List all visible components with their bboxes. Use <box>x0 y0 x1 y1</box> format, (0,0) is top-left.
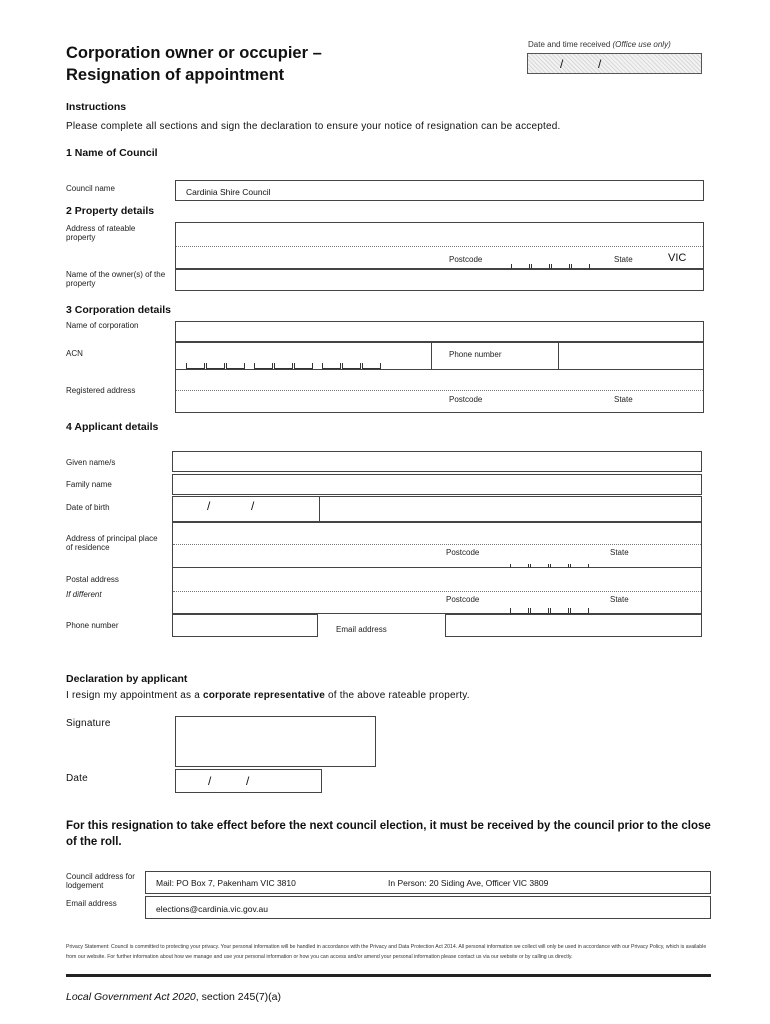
given-name-label: Given name/s <box>66 458 116 467</box>
in-person-address: In Person: 20 Siding Ave, Officer VIC 3809 <box>388 878 549 888</box>
lodgement-email[interactable]: elections@cardinia.vic.gov.au <box>156 904 268 914</box>
divider <box>173 591 701 592</box>
applicant-email-field[interactable] <box>445 614 702 637</box>
declaration-date-label: Date <box>66 773 88 784</box>
applicant-phone-field[interactable] <box>172 614 318 637</box>
corporation-name-label: Name of corporation <box>66 321 139 330</box>
owner-name-field[interactable] <box>175 269 704 291</box>
divider <box>176 390 703 391</box>
family-name-field[interactable] <box>172 474 702 495</box>
divider <box>176 246 703 247</box>
postal-address-note: If different <box>66 590 102 599</box>
owner-name-label: Name of the owner(s) of the property <box>66 270 166 288</box>
instructions-text: Please complete all sections and sign the declaration to ensure your notice of resignation can be accepted. <box>66 121 561 132</box>
declaration-heading: Declaration by applicant <box>66 673 188 685</box>
email-label: Email address <box>336 625 387 634</box>
privacy-statement: Privacy Statement: Council is committed to protecting your privacy. Your personal information will be handled in accordance with the Privacy and Data Protection Act 2014. All personal information we collect will only be used in accordance with our Privacy Policy, which is available from our website. For further information about how we manage and use your personal information or how you can access and/or amend your personal information please contact us via our website or by calling us directly. <box>66 944 707 960</box>
principal-address-field[interactable]: Postcode State <box>172 522 702 568</box>
section3-heading: 3 Corporation details <box>66 304 172 316</box>
acn-phone-row: Phone number <box>175 342 704 370</box>
dob-row <box>172 496 702 522</box>
postal-address-label: Postal address <box>66 575 119 584</box>
section1-heading: 1 Name of Council <box>66 147 158 159</box>
dob-field[interactable]: / / <box>207 499 255 513</box>
divider <box>319 497 320 521</box>
postal-address-field[interactable]: Postcode State <box>172 568 702 614</box>
office-use-label: Date and time received (Office use only) <box>528 40 671 49</box>
principal-address-label: Address of principal place of residence <box>66 534 158 552</box>
registered-address-field[interactable]: Postcode State <box>175 370 704 413</box>
rateable-address-label: Address of rateable property <box>66 224 136 242</box>
family-name-label: Family name <box>66 480 112 489</box>
declaration-date-field[interactable]: / / <box>175 769 322 793</box>
page-title: Corporation owner or occupier – Resignation of appointment <box>66 44 322 84</box>
phone-label: Phone number <box>66 621 119 630</box>
mail-address: Mail: PO Box 7, Pakenham VIC 3810 <box>156 878 296 888</box>
lodgement-email-box <box>145 896 711 919</box>
council-name-field[interactable]: Cardinia Shire Council <box>175 180 704 201</box>
office-use-date-box: / / <box>527 53 702 74</box>
declaration-text: I resign my appointment as a corporate representative of the above rateable property. <box>66 690 470 701</box>
instructions-heading: Instructions <box>66 101 127 113</box>
section2-heading: 2 Property details <box>66 205 155 217</box>
divider <box>173 544 701 545</box>
footer-rule <box>66 974 711 977</box>
signature-label: Signature <box>66 718 111 729</box>
section4-heading: 4 Applicant details <box>66 421 159 433</box>
divider <box>431 343 432 369</box>
corporation-name-field[interactable] <box>175 321 704 342</box>
dob-label: Date of birth <box>66 503 110 512</box>
state-value: VIC <box>668 252 687 264</box>
given-name-field[interactable] <box>172 451 702 472</box>
rateable-address-field[interactable]: Postcode State VIC <box>175 222 704 269</box>
lodgement-email-label: Email address <box>66 899 117 908</box>
acn-label: ACN <box>66 349 83 358</box>
lodgement-address-label: Council address for lodgement <box>66 872 135 890</box>
footer-citation: Local Government Act 2020, section 245(7)(a) <box>66 991 281 1003</box>
deadline-notice: For this resignation to take effect before the next council election, it must be received by the council prior to the close of the roll. <box>66 820 711 848</box>
signature-field[interactable] <box>175 716 376 767</box>
lodgement-address-box <box>145 871 711 894</box>
corporation-phone-field[interactable] <box>559 343 704 369</box>
council-name-label: Council name <box>66 184 115 193</box>
registered-address-label: Registered address <box>66 386 136 395</box>
